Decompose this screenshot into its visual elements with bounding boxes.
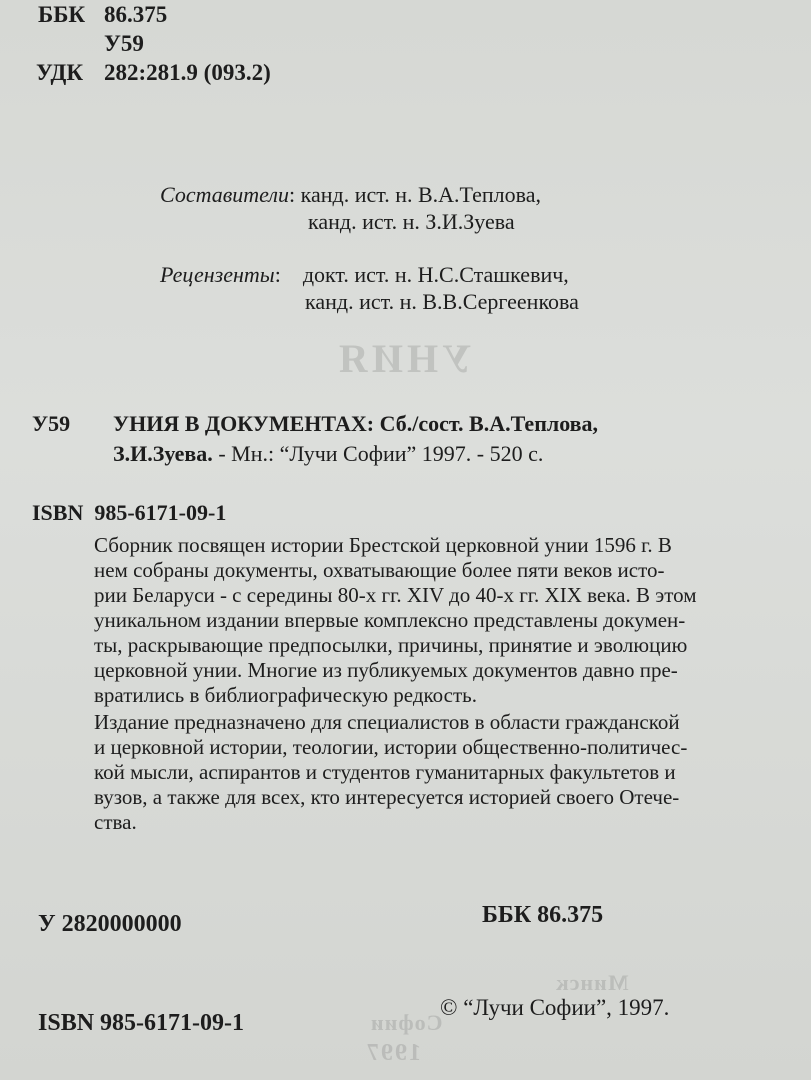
bbk-code: 86.375	[104, 2, 168, 27]
copyright: © “Лучи Софии”, 1997.	[440, 995, 670, 1020]
catalog-imprint-line	[113, 441, 543, 467]
udk-label: УДК	[36, 60, 84, 85]
bbk-footer: ББК 86.375	[482, 902, 604, 928]
reviewer-2: канд. ист. н. В.В.Сергеенкова	[305, 289, 579, 314]
abstract-line: церковной унии. Многие из публикуемых документов давно пре-	[94, 658, 678, 682]
abstract-line: нем собраны документы, охватывающие более пяти веков исто-	[94, 558, 665, 582]
abstract-line: Издание предназначено для специалистов в области гражданской	[94, 710, 680, 734]
ghost-title: УНИЯ	[335, 336, 472, 381]
catalog-mark: У59	[32, 411, 71, 436]
catalog-author2: З.И.Зуева.	[113, 441, 213, 466]
catalog-title: УНИЯ В ДОКУМЕНТАХ:	[113, 411, 375, 436]
reviewer-1: докт. ист. н. Н.С.Сташкевич,	[302, 262, 569, 287]
ghost-publisher: Софии	[370, 1010, 443, 1035]
catalog-title-line	[113, 411, 598, 437]
compilers-label: Составители	[160, 182, 289, 207]
compiler-1: канд. ист. н. В.А.Теплова,	[300, 182, 542, 207]
abstract-paragraph-2	[94, 710, 760, 835]
abstract-line: рии Беларуси - с середины 80-х гг. XIV до 40-х гг. XIX века. В этом	[94, 583, 697, 607]
udk-code: 282:281.9 (093.2)	[104, 60, 271, 85]
reviewers-label: Рецензенты	[160, 262, 275, 287]
abstract-line: вратились в библиографическую редкость.	[94, 683, 478, 707]
abstract-paragraph-1	[94, 533, 760, 708]
product-code: У 2820000000	[38, 911, 182, 937]
author-mark: У59	[104, 31, 144, 56]
abstract-line: кой мысли, аспирантов и студентов гуманитарных факультетов и	[94, 760, 676, 784]
abstract-line: ства.	[94, 810, 137, 834]
ghost-city: Минск	[555, 970, 629, 995]
compiler-2: канд. ист. н. З.И.Зуева	[308, 209, 515, 234]
compilers-line1: Составители: канд. ист. н. В.А.Теплова,	[160, 182, 542, 207]
abstract-line: ты, раскрывающие предпосылки, причины, принятие и эволюцию	[94, 633, 688, 657]
abstract-line: вузов, а также для всех, кто интересуется историей своего Отече-	[94, 785, 680, 809]
isbn-footer: ISBN 985-6171-09-1	[38, 1010, 245, 1036]
isbn-top: ISBN 985-6171-09-1	[32, 500, 227, 525]
abstract-line: уникальном издании впервые комплексно представлены докумен-	[94, 608, 686, 632]
bbk-label: ББК	[38, 2, 86, 27]
abstract-line: Сборник посвящен истории Брестской церковной унии 1596 г. В	[94, 533, 672, 557]
ghost-year: 1997	[365, 1040, 421, 1066]
catalog-compilers: Сб./сост. В.А.Теплова,	[379, 411, 599, 436]
abstract-line: и церковной истории, теологии, истории общественно-политичес-	[94, 735, 688, 759]
catalog-imprint: - Мн.: “Лучи Софии” 1997. - 520 с.	[218, 441, 544, 466]
reviewers-line1: Рецензенты: докт. ист. н. Н.С.Сташкевич,	[160, 262, 569, 287]
